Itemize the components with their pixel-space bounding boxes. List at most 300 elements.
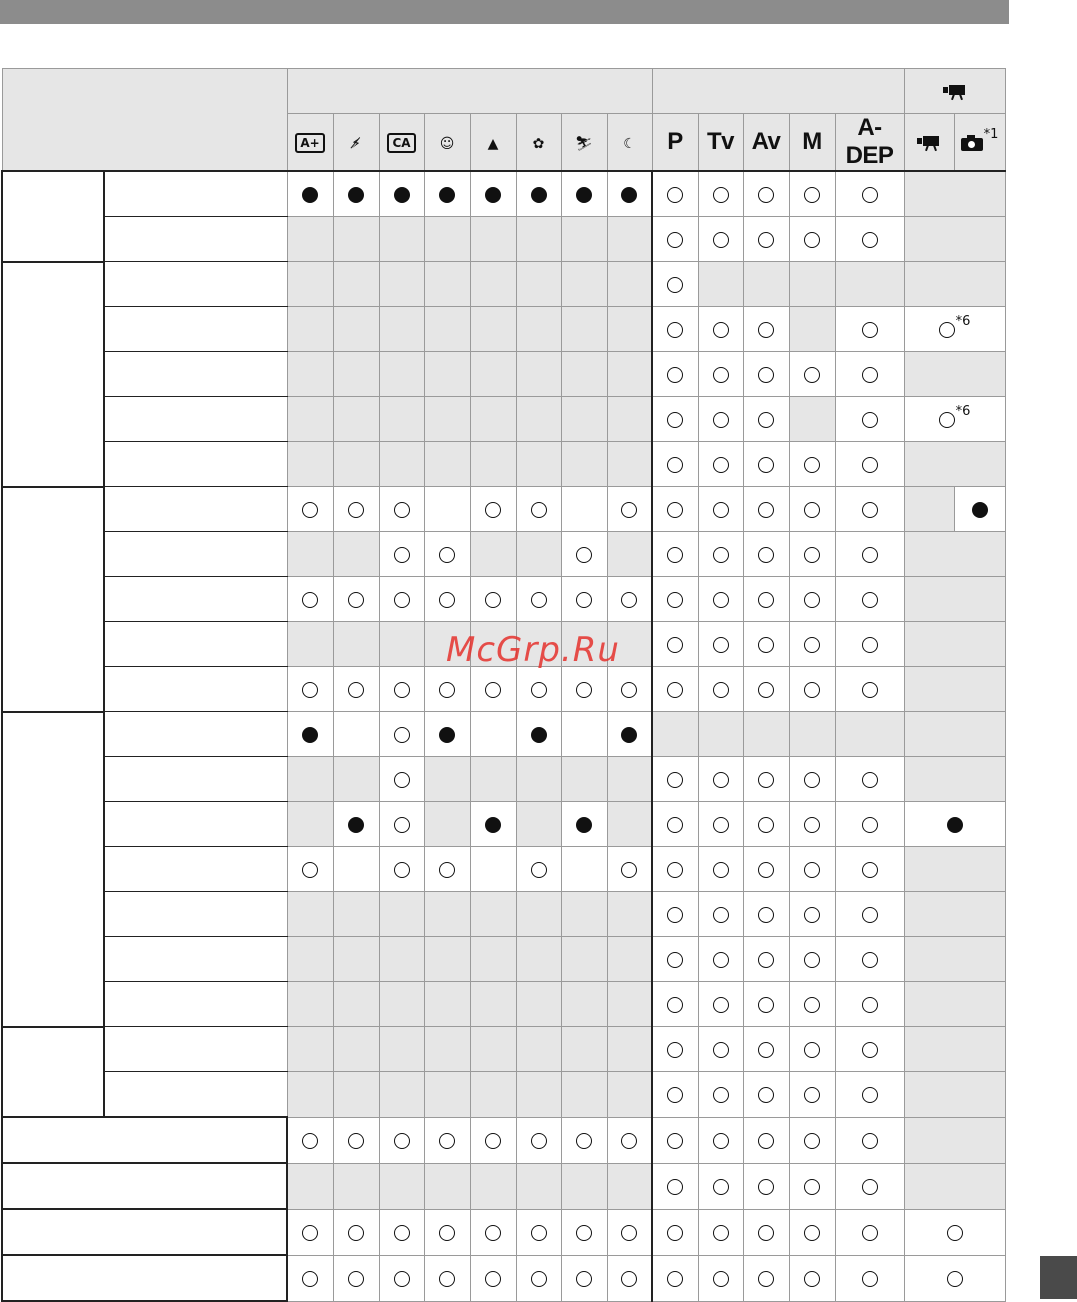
open-circle-icon [862, 322, 878, 338]
availability-cell [698, 397, 743, 442]
availability-cell [789, 757, 835, 802]
open-circle-icon [713, 772, 729, 788]
availability-cell [835, 892, 904, 937]
availability-cell [698, 847, 743, 892]
availability-cell [561, 1027, 607, 1072]
open-circle-icon [485, 592, 501, 608]
availability-cell [333, 1163, 379, 1209]
availability-cell [835, 487, 904, 532]
availability-cell [904, 667, 1005, 712]
availability-cell [698, 802, 743, 847]
row-label-cell [104, 847, 287, 892]
availability-cell [424, 442, 470, 487]
availability-cell [835, 1117, 904, 1163]
availability-cell [516, 397, 561, 442]
open-circle-icon [348, 1271, 364, 1287]
open-circle-icon [667, 637, 683, 653]
mode-header-cell [698, 114, 743, 172]
availability-cell [379, 1027, 424, 1072]
availability-cell [789, 217, 835, 262]
availability-cell [424, 1255, 470, 1301]
availability-cell [789, 1209, 835, 1255]
availability-cell [904, 1027, 1005, 1072]
availability-cell [607, 217, 652, 262]
open-circle-icon [531, 502, 547, 518]
availability-cell [333, 217, 379, 262]
availability-cell [743, 892, 789, 937]
filled-dot-icon [485, 187, 501, 203]
availability-cell [516, 982, 561, 1027]
availability-cell [607, 262, 652, 307]
availability-cell [652, 487, 698, 532]
availability-cell [607, 937, 652, 982]
availability-cell [904, 577, 1005, 622]
availability-cell [789, 442, 835, 487]
mode-label-a-dep: A-DEP [845, 114, 894, 169]
row-label-cell [104, 937, 287, 982]
availability-cell [607, 397, 652, 442]
row-label-cell [104, 171, 287, 217]
open-circle-icon [713, 862, 729, 878]
open-circle-icon [804, 952, 820, 968]
open-circle-icon [758, 817, 774, 833]
filled-dot-icon [348, 817, 364, 833]
open-circle-icon [439, 682, 455, 698]
availability-cell [287, 622, 333, 667]
open-circle-icon [862, 637, 878, 653]
availability-cell [470, 262, 516, 307]
availability-cell [516, 1117, 561, 1163]
availability-cell [561, 667, 607, 712]
availability-cell [835, 937, 904, 982]
availability-cell [743, 847, 789, 892]
availability-cell [333, 757, 379, 802]
availability-cell [333, 1117, 379, 1163]
availability-cell [333, 1027, 379, 1072]
availability-cell [789, 982, 835, 1027]
open-circle-icon [713, 817, 729, 833]
open-circle-icon [758, 1225, 774, 1241]
availability-cell [333, 352, 379, 397]
availability-cell [424, 1117, 470, 1163]
open-circle-icon [862, 817, 878, 833]
open-circle-icon [862, 187, 878, 203]
availability-cell [287, 1209, 333, 1255]
open-circle-icon [394, 772, 410, 788]
open-circle-icon [531, 1271, 547, 1287]
open-circle-icon [485, 1133, 501, 1149]
landscape-icon: ▲ [487, 135, 499, 152]
availability-cell [904, 532, 1005, 577]
availability-cell [470, 982, 516, 1027]
availability-cell [561, 442, 607, 487]
open-circle-icon [758, 1271, 774, 1287]
availability-cell [743, 802, 789, 847]
row-label-cell [104, 532, 287, 577]
open-circle-icon [758, 907, 774, 923]
open-circle-icon [862, 772, 878, 788]
availability-cell [607, 577, 652, 622]
open-circle-icon [667, 232, 683, 248]
availability-cell [743, 262, 789, 307]
open-circle-icon [576, 547, 592, 563]
table-row [2, 442, 1005, 487]
availability-cell [424, 532, 470, 577]
open-circle-icon [348, 682, 364, 698]
availability-cell [287, 847, 333, 892]
availability-cell [904, 262, 1005, 307]
open-circle-icon [531, 1225, 547, 1241]
row-label-cell [104, 307, 287, 352]
watermark: McGrp.Ru [446, 630, 620, 670]
availability-cell [652, 217, 698, 262]
availability-cell [424, 667, 470, 712]
availability-cell [904, 1209, 1005, 1255]
availability-cell [287, 1117, 333, 1163]
open-circle-icon [713, 1225, 729, 1241]
availability-cell [904, 397, 1005, 442]
availability-cell [424, 847, 470, 892]
availability-cell [333, 712, 379, 757]
open-circle-icon [394, 727, 410, 743]
availability-cell [470, 532, 516, 577]
header-row-groups [2, 69, 1005, 114]
availability-cell [652, 397, 698, 442]
table-row [2, 1255, 1005, 1301]
table-row [2, 487, 1005, 532]
open-circle-icon [394, 1133, 410, 1149]
availability-cell [287, 712, 333, 757]
availability-cell [424, 487, 470, 532]
availability-cell [516, 352, 561, 397]
availability-cell [287, 532, 333, 577]
availability-cell [698, 442, 743, 487]
open-circle-icon [939, 322, 955, 338]
filled-dot-icon [972, 502, 988, 518]
availability-cell [904, 171, 1005, 217]
availability-cell [743, 442, 789, 487]
availability-cell [333, 262, 379, 307]
open-circle-icon [394, 1271, 410, 1287]
availability-cell [652, 937, 698, 982]
table-row [2, 217, 1005, 262]
open-circle-icon [667, 907, 683, 923]
availability-cell [379, 982, 424, 1027]
availability-cell [424, 1163, 470, 1209]
availability-cell [607, 892, 652, 937]
open-circle-icon [804, 772, 820, 788]
night-portrait-icon: ☾ [623, 135, 636, 152]
availability-cell [743, 352, 789, 397]
row-label-cell [104, 802, 287, 847]
availability-cell [333, 577, 379, 622]
open-circle-icon [758, 412, 774, 428]
availability-cell [424, 712, 470, 757]
availability-cell [904, 1072, 1005, 1118]
open-circle-icon [621, 1225, 637, 1241]
availability-cell [904, 487, 954, 532]
availability-cell [333, 307, 379, 352]
availability-cell [652, 622, 698, 667]
open-circle-icon [758, 187, 774, 203]
availability-cell [743, 1255, 789, 1301]
open-circle-icon [713, 592, 729, 608]
availability-cell [379, 532, 424, 577]
availability-cell [561, 1255, 607, 1301]
availability-cell [607, 1027, 652, 1072]
availability-cell [652, 847, 698, 892]
availability-cell [698, 622, 743, 667]
availability-cell [652, 352, 698, 397]
movie-camera-icon [917, 136, 941, 150]
table-row [2, 532, 1005, 577]
availability-cell [904, 307, 1005, 352]
availability-cell [607, 712, 652, 757]
availability-cell [333, 1209, 379, 1255]
availability-cell [516, 622, 561, 667]
open-circle-icon [713, 232, 729, 248]
availability-cell [287, 982, 333, 1027]
availability-cell [835, 712, 904, 757]
open-circle-icon [667, 1042, 683, 1058]
availability-cell [652, 712, 698, 757]
availability-cell [470, 397, 516, 442]
open-circle-icon [713, 637, 729, 653]
availability-cell [561, 217, 607, 262]
availability-cell [287, 352, 333, 397]
open-circle-icon [394, 817, 410, 833]
open-circle-icon [394, 502, 410, 518]
availability-cell [743, 532, 789, 577]
availability-cell [333, 1072, 379, 1118]
row-label-cell [104, 1072, 287, 1118]
availability-cell [379, 1072, 424, 1118]
open-circle-icon [758, 862, 774, 878]
open-circle-icon [621, 1271, 637, 1287]
availability-cell [835, 577, 904, 622]
availability-cell [835, 352, 904, 397]
open-circle-icon [667, 547, 683, 563]
row-label-cell [2, 1255, 287, 1301]
availability-cell [470, 352, 516, 397]
availability-cell [835, 622, 904, 667]
availability-cell [287, 307, 333, 352]
group-label-cell [2, 712, 104, 1027]
availability-cell [561, 712, 607, 757]
availability-cell [607, 1117, 652, 1163]
availability-cell [424, 802, 470, 847]
row-label-cell [2, 1163, 287, 1209]
open-circle-icon [394, 592, 410, 608]
open-circle-icon [804, 502, 820, 518]
availability-cell [698, 892, 743, 937]
filled-dot-icon [302, 727, 318, 743]
availability-cell [287, 757, 333, 802]
availability-cell [652, 1255, 698, 1301]
mode-header-cell [789, 114, 835, 172]
open-circle-icon [621, 682, 637, 698]
availability-cell [561, 982, 607, 1027]
open-circle-icon [713, 1271, 729, 1287]
availability-cell [287, 937, 333, 982]
availability-cell [287, 1163, 333, 1209]
open-circle-icon [531, 1133, 547, 1149]
availability-cell [789, 1117, 835, 1163]
open-circle-icon [485, 502, 501, 518]
availability-cell [470, 487, 516, 532]
availability-cell [698, 1117, 743, 1163]
availability-cell [904, 982, 1005, 1027]
availability-cell [424, 217, 470, 262]
open-circle-icon [667, 457, 683, 473]
availability-cell [652, 892, 698, 937]
open-circle-icon [302, 1225, 318, 1241]
availability-cell [698, 937, 743, 982]
open-circle-icon [713, 187, 729, 203]
availability-cell [516, 532, 561, 577]
availability-cell [835, 397, 904, 442]
availability-cell [743, 1209, 789, 1255]
row-label-cell [2, 1117, 287, 1163]
group-label-cell [2, 171, 104, 262]
availability-cell [333, 622, 379, 667]
footnote-1: *1 [983, 126, 999, 142]
availability-cell [904, 847, 1005, 892]
availability-cell [379, 397, 424, 442]
availability-cell [516, 307, 561, 352]
flash-off-icon: ⚡̸ [351, 135, 361, 152]
open-circle-icon [667, 772, 683, 788]
availability-cell [424, 1072, 470, 1118]
availability-cell [743, 937, 789, 982]
availability-cell [835, 802, 904, 847]
availability-cell [698, 757, 743, 802]
availability-cell [333, 937, 379, 982]
header-corner-cell [2, 69, 287, 172]
row-label-cell [104, 982, 287, 1027]
availability-cell [516, 937, 561, 982]
mode-header-cell [333, 114, 379, 172]
open-circle-icon [758, 367, 774, 383]
open-circle-icon [758, 1179, 774, 1195]
availability-cell [561, 892, 607, 937]
filled-dot-icon [621, 187, 637, 203]
availability-cell [743, 757, 789, 802]
availability-cell [561, 937, 607, 982]
open-circle-icon [302, 862, 318, 878]
open-circle-icon [576, 1271, 592, 1287]
availability-cell [333, 847, 379, 892]
open-circle-icon [862, 1225, 878, 1241]
row-label-cell [104, 217, 287, 262]
availability-cell [379, 307, 424, 352]
open-circle-icon [804, 547, 820, 563]
availability-cell [607, 1255, 652, 1301]
open-circle-icon [862, 457, 878, 473]
availability-cell [287, 667, 333, 712]
open-circle-icon [667, 187, 683, 203]
availability-cell [835, 532, 904, 577]
open-circle-icon [713, 367, 729, 383]
availability-cell [904, 937, 1005, 982]
table-row [2, 712, 1005, 757]
open-circle-icon [713, 997, 729, 1013]
open-circle-icon [713, 907, 729, 923]
sports-icon: ⛷ [575, 135, 593, 152]
availability-cell [470, 622, 516, 667]
open-circle-icon [804, 997, 820, 1013]
availability-cell [561, 1209, 607, 1255]
availability-cell [424, 307, 470, 352]
group-label-cell [2, 1027, 104, 1118]
availability-cell [287, 397, 333, 442]
availability-cell [835, 1209, 904, 1255]
availability-cell [743, 217, 789, 262]
still-photo-header-cell [954, 114, 1005, 172]
open-circle-icon [667, 1225, 683, 1241]
open-circle-icon [302, 682, 318, 698]
open-circle-icon [302, 502, 318, 518]
availability-cell [743, 1163, 789, 1209]
row-label-cell [104, 577, 287, 622]
open-circle-icon [439, 1271, 455, 1287]
open-circle-icon [947, 1225, 963, 1241]
availability-cell [561, 487, 607, 532]
availability-cell [333, 171, 379, 217]
open-circle-icon [862, 1133, 878, 1149]
open-circle-icon [939, 412, 955, 428]
open-circle-icon [439, 1225, 455, 1241]
availability-cell [904, 892, 1005, 937]
open-circle-icon [758, 1042, 774, 1058]
open-circle-icon [758, 1087, 774, 1103]
availability-cell [516, 262, 561, 307]
availability-cell [470, 1117, 516, 1163]
open-circle-icon [713, 547, 729, 563]
availability-cell [789, 667, 835, 712]
open-circle-icon [862, 862, 878, 878]
row-label-cell [104, 352, 287, 397]
availability-cell [561, 262, 607, 307]
availability-cell [470, 892, 516, 937]
open-circle-icon [804, 637, 820, 653]
availability-cell [470, 1072, 516, 1118]
open-circle-icon [667, 502, 683, 518]
open-circle-icon [667, 277, 683, 293]
availability-cell [424, 352, 470, 397]
availability-cell [743, 1027, 789, 1072]
availability-cell [516, 1163, 561, 1209]
row-label-cell [104, 397, 287, 442]
open-circle-icon [348, 502, 364, 518]
availability-cell [561, 1117, 607, 1163]
open-circle-icon [758, 952, 774, 968]
availability-cell [470, 1255, 516, 1301]
mode-label-av: Av [751, 128, 781, 155]
availability-cell [789, 847, 835, 892]
availability-cell [652, 442, 698, 487]
availability-cell [607, 442, 652, 487]
availability-cell [698, 1209, 743, 1255]
open-circle-icon [758, 997, 774, 1013]
availability-cell [516, 487, 561, 532]
movie-camera-icon [943, 85, 967, 99]
availability-cell [789, 802, 835, 847]
open-circle-icon [758, 637, 774, 653]
availability-cell [470, 171, 516, 217]
availability-cell [607, 1209, 652, 1255]
row-label-cell [104, 442, 287, 487]
